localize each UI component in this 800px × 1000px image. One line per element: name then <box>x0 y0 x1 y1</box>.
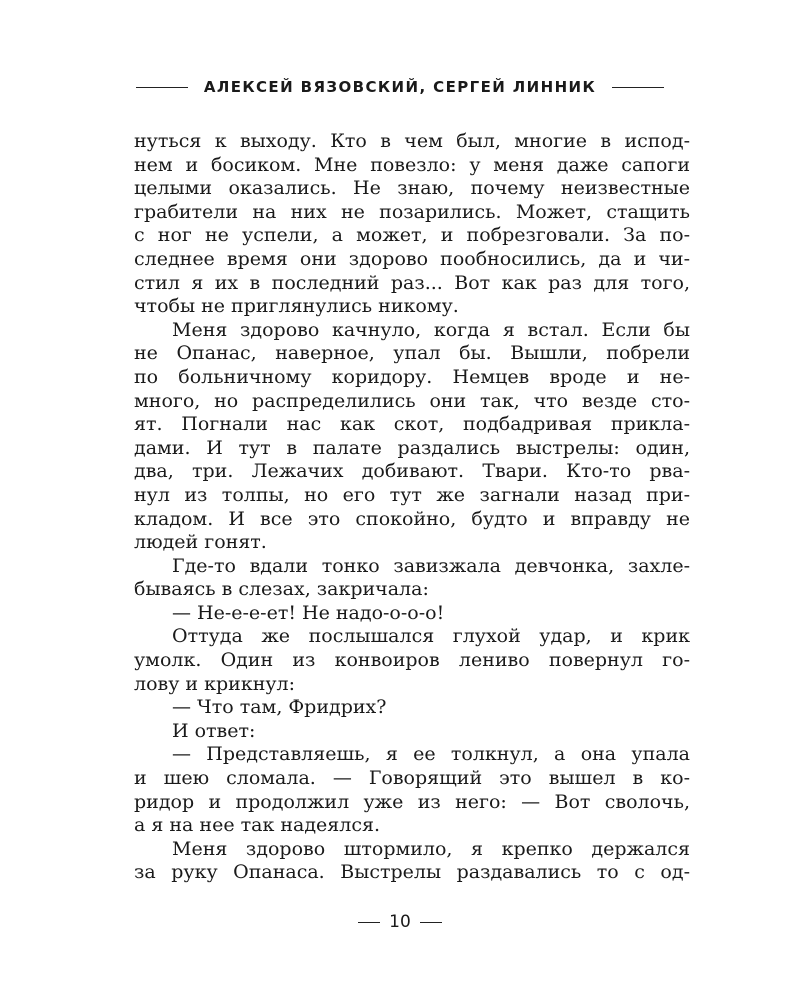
text-line: Где-то вдали тонко завизжала девчонка, захле- <box>172 554 690 577</box>
text-line: грабители на них не позарились. Может, стащить <box>134 200 690 223</box>
text-line: стил я их в последний раз... Вот как раз для того, <box>134 271 690 294</box>
folio-dash-left <box>358 922 380 923</box>
text-line: кладом. И все это спокойно, будто и вправду не <box>134 507 690 530</box>
text-line: умолк. Один из конвоиров лениво повернул го- <box>134 649 690 672</box>
text-line: и шею сломала. — Говорящий это вышел в ко- <box>134 767 690 790</box>
text-line: много, но распределились они так, что везде сто- <box>134 389 690 412</box>
text-line: бываясь в слезах, закричала: <box>134 578 429 601</box>
running-head-rule-left <box>136 87 188 88</box>
text-line: нул из толпы, но его тут же загнали назад при- <box>134 483 690 506</box>
text-line: И ответ: <box>172 719 256 742</box>
running-head <box>0 78 800 96</box>
text-line: с ног не успели, а может, и побрезговали. За по- <box>134 224 690 247</box>
body-text <box>134 130 690 885</box>
text-line: ят. Погнали нас как скот, подбадривая прикла- <box>134 413 690 436</box>
text-line: следнее время они здорово пообносились, да и чи- <box>134 247 690 270</box>
text-line: дами. И тут в палате раздались выстрелы: один, <box>134 436 690 459</box>
text-line: целыми оказались. Не знаю, почему неизвестные <box>134 177 690 200</box>
text-line: по больничному коридору. Немцев вроде и не- <box>134 365 690 388</box>
running-head-title: АЛЕКСЕЙ ВЯЗОВСКИЙ, СЕРГЕЙ ЛИННИК <box>203 78 597 96</box>
text-line: Меня здорово качнуло, когда я встал. Если бы <box>172 318 690 341</box>
folio-dash-right <box>420 922 442 923</box>
text-line: а я на нее так надеялся. <box>134 814 381 837</box>
page-number: 10 <box>389 912 411 932</box>
text-line: чтобы не приглянулись никому. <box>134 295 459 318</box>
text-line: — Не-е-е-ет! Не надо-о-о-о! <box>172 601 445 624</box>
text-line: — Что там, Фридрих? <box>172 696 387 719</box>
text-line: людей гонят. <box>134 531 267 554</box>
text-line: ридор и продолжил уже из него: — Вот сволочь, <box>134 790 690 813</box>
text-line: не Опанас, наверное, упал бы. Вышли, побрели <box>134 342 690 365</box>
text-line: два, три. Лежачих добивают. Твари. Кто-то рва- <box>134 460 690 483</box>
text-line: — Представляешь, я ее толкнул, а она упала <box>172 743 690 766</box>
page-folio <box>0 912 800 932</box>
text-line: нуться к выходу. Кто в чем был, многие в испод- <box>134 130 690 152</box>
text-line: лову и крикнул: <box>134 672 296 695</box>
text-line: Меня здорово штормило, я крепко держался <box>172 837 690 860</box>
text-line: нем и босиком. Мне повезло: у меня даже сапоги <box>134 153 690 176</box>
running-head-rule-right <box>612 87 664 88</box>
text-line: Оттуда же послышался глухой удар, и крик <box>172 625 690 648</box>
text-line: за руку Опанаса. Выстрелы раздавались то с од- <box>134 861 690 884</box>
